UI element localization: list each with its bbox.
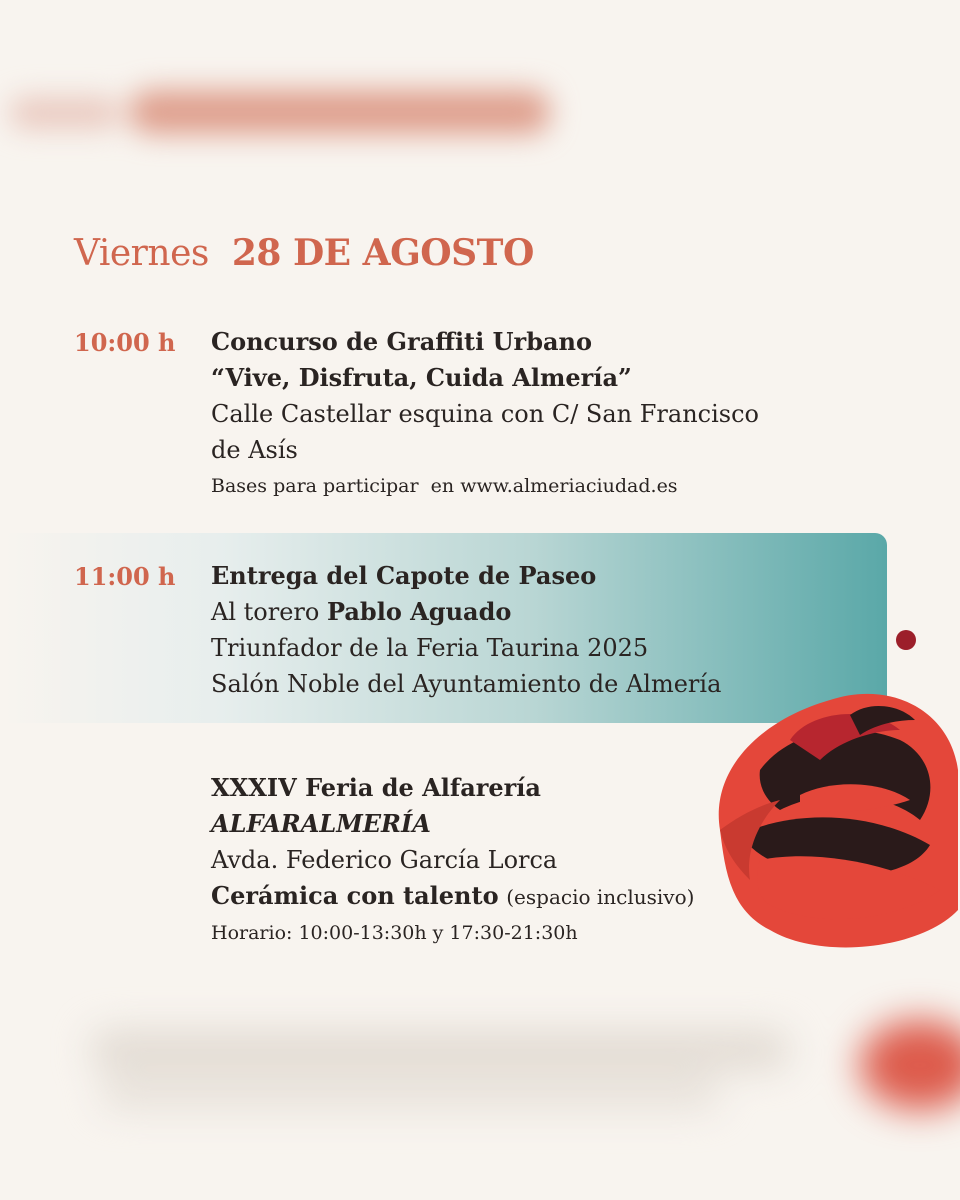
blurred-text-block — [90, 1030, 790, 1070]
event-note: Bases para participar en www.almeriaciudad.es — [211, 475, 678, 497]
torero-prefix: Al torero — [211, 598, 327, 626]
event-time: 11:00 h — [74, 562, 176, 591]
event-location: Salón Noble del Ayuntamiento de Almería — [211, 670, 722, 698]
event-subtitle: ALFARALMERÍA — [211, 809, 431, 838]
event-title: Entrega del Capote de Paseo — [211, 561, 597, 590]
highlight-text: Cerámica con talento — [211, 881, 499, 910]
event-highlight-line — [211, 878, 694, 915]
event-torero-line — [211, 594, 721, 630]
highlight-note: (espacio inclusivo) — [506, 885, 695, 909]
event-detail: Triunfador de la Feria Taurina 2025 — [211, 634, 649, 662]
date-label: 28 DE AGOSTO — [231, 232, 534, 274]
torero-name: Pablo Aguado — [326, 597, 512, 626]
blurred-text-block — [10, 98, 120, 128]
event-location: Calle Castellar esquina con C/ San Francisco — [211, 400, 759, 428]
event-title: XXXIV Feria de Alfarería — [211, 773, 541, 802]
blurred-text-block — [130, 90, 550, 134]
blurred-rose — [860, 1020, 960, 1110]
event-time: 10:00 h — [74, 328, 176, 357]
blurred-text-block — [100, 1075, 720, 1110]
event-capote — [211, 558, 721, 702]
day-heading — [74, 232, 534, 274]
blurred-header — [0, 70, 600, 150]
event-graffiti — [211, 324, 759, 504]
event-alfareria — [211, 770, 694, 951]
event-title: Concurso de Graffiti Urbano — [211, 327, 592, 356]
blurred-footer — [60, 1020, 960, 1120]
event-location-cont: de Asís — [211, 436, 298, 464]
event-subtitle: “Vive, Disfruta, Cuida Almería” — [211, 363, 632, 392]
rose-illustration — [700, 620, 960, 960]
event-location: Avda. Federico García Lorca — [211, 846, 558, 874]
event-schedule: Horario: 10:00-13:30h y 17:30-21:30h — [211, 922, 578, 944]
day-name: Viernes — [74, 233, 209, 274]
